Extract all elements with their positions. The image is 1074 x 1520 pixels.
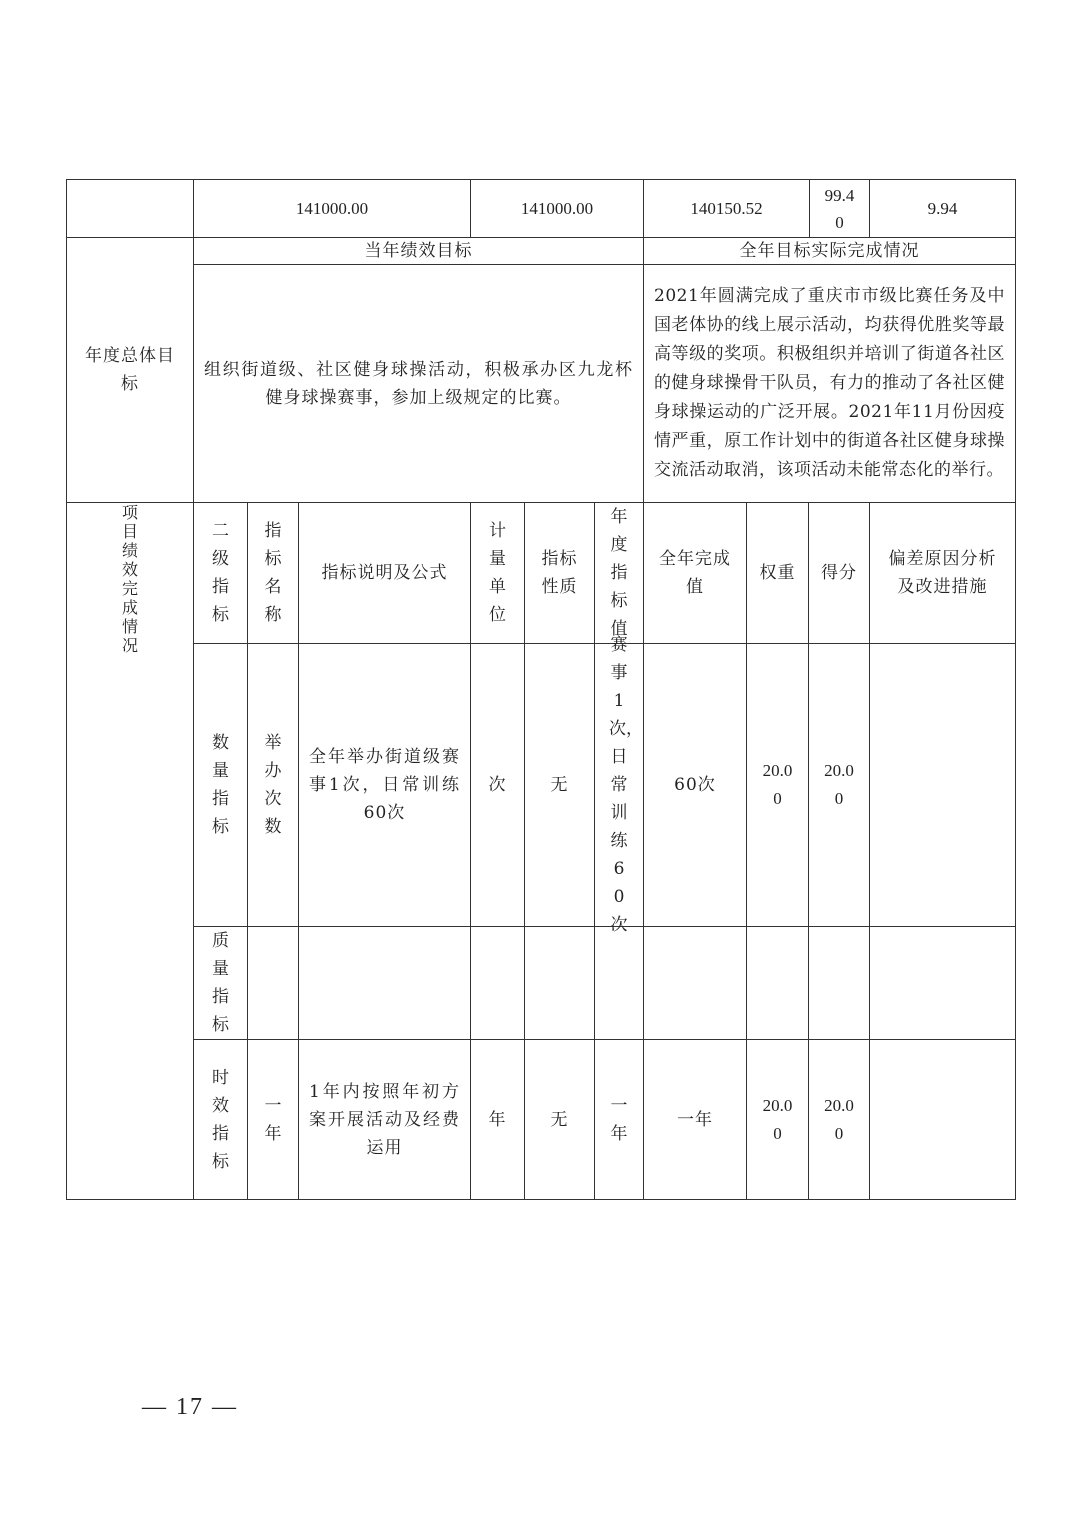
table-border (1015, 179, 1016, 1200)
page-number: — 17 — (142, 1394, 238, 1420)
target-text: 组织街道级、社区健身球操活动，积极承办区九龙杯健身球操赛事，参加上级规定的比赛。 (204, 359, 633, 408)
table-row-weight: 20.00 (762, 1095, 793, 1143)
performance-label-text: 项目绩效完成情况 (121, 503, 138, 655)
header-target: 年度指标值 (610, 507, 628, 639)
header-nature: 指标性质 (541, 549, 578, 597)
table-row-level2: 时效指标 (212, 1067, 229, 1172)
table-row-unit: 次 (488, 775, 507, 795)
table-row-target (595, 927, 643, 1039)
full-year-budget-cell: 141000.00 (520, 198, 594, 218)
actual-header: 全年目标实际完成情况 (739, 241, 920, 261)
table-row-weight (747, 927, 808, 1039)
table-row-description: 1年内按照年初方案开展活动及经费运用 (309, 1081, 460, 1158)
table-row-nature (525, 927, 594, 1039)
table-border (66, 1199, 1016, 1200)
table-row-analysis (870, 927, 1015, 1039)
header-description: 指标说明及公式 (321, 563, 448, 583)
table-row-target: 赛事1次，日常训练60次 (609, 635, 643, 935)
table-row-score (809, 927, 869, 1039)
table-row-weight: 20.00 (762, 761, 793, 808)
header-unit: 计量单位 (489, 521, 506, 625)
table-row-description (299, 927, 470, 1039)
table-row-level2: 质量指标 (212, 931, 229, 1035)
table-row-target: 一年 (610, 1095, 628, 1144)
header-name: 指标名称 (264, 521, 282, 625)
execution-rate-cell: 99.40 (824, 185, 855, 232)
table-row-name (248, 927, 298, 1039)
actual-text: 2021年圆满完成了重庆市市级比赛任务及中国老体协的线上展示活动，均获得优胜奖等最高等级的奖项。积极组织并培训了街道各社区的健身球操骨干队员，有力的推动了各社区健身球操运动的广泛开展。2021年11月份因疫情严重，原工作计划中的街道各社区健身球操交流活动取消，该项活动未能常态化的举行。 (654, 286, 1005, 480)
target-header: 当年绩效目标 (364, 241, 473, 261)
table-row-analysis (870, 644, 1015, 926)
table-row-nature: 无 (550, 775, 569, 795)
table-row-name: 举办次数 (264, 733, 282, 837)
table-row-analysis (870, 1040, 1015, 1199)
table-row-actual (644, 927, 746, 1039)
header-level2: 二级指标 (212, 521, 229, 625)
table-row-score: 20.00 (824, 1095, 854, 1143)
table-row-unit (471, 927, 524, 1039)
table-row-nature: 无 (550, 1109, 569, 1130)
table-row-actual: 60次 (674, 775, 716, 795)
budget-score-cell: 9.94 (927, 198, 958, 218)
table-row-score: 20.00 (824, 761, 854, 808)
performance-label (67, 503, 193, 653)
header-actual: 全年完成值 (659, 549, 731, 597)
header-weight: 权重 (759, 563, 796, 583)
table-row-actual: 一年 (677, 1109, 713, 1130)
table-row-description: 全年举办街道级赛事1次，日常训练60次 (309, 747, 460, 823)
executed-amount-cell: 140150.52 (690, 198, 763, 218)
annual-budget-cell: 141000.00 (295, 198, 369, 218)
table-row-unit: 年 (488, 1109, 507, 1130)
annual-goal-label: 年度总体目标 (85, 346, 175, 394)
header-score: 得分 (821, 563, 857, 583)
table-row-level2: 数量指标 (212, 733, 229, 837)
header-analysis: 偏差原因分析及改进措施 (888, 549, 997, 597)
table-row-name: 一年 (264, 1095, 282, 1144)
